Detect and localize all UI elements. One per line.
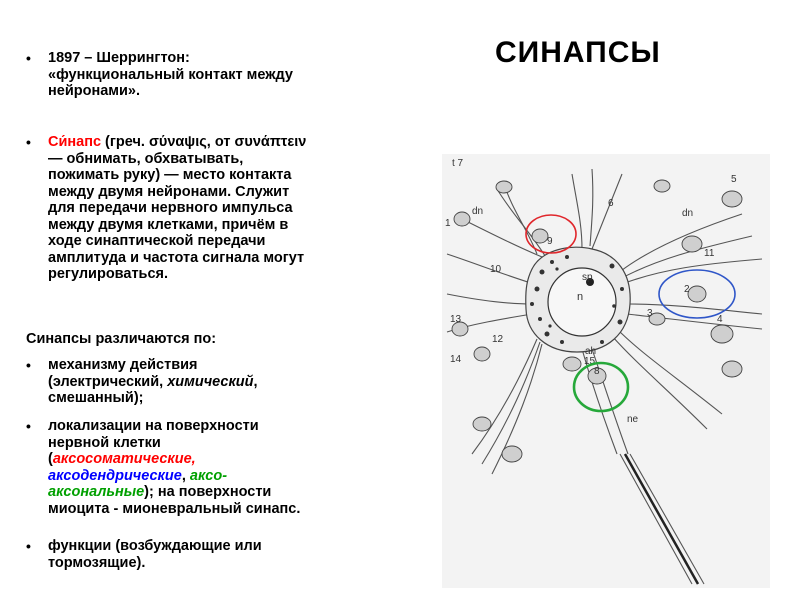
label-1: 1 — [445, 218, 451, 229]
bullet: • — [26, 50, 31, 66]
label-4: 4 — [717, 314, 723, 325]
label-5: 5 — [731, 174, 737, 185]
label-dn-left: dn — [472, 206, 484, 217]
definition-line: для передачи нервного импульса — [48, 200, 293, 216]
history-line-3: нейронами». — [48, 83, 141, 99]
bullet: • — [26, 357, 31, 373]
definition-line: между двумя клетками, причём в — [48, 216, 289, 233]
item-line: , — [253, 373, 258, 390]
definition-line: — обнимать, обхватывать, — [48, 150, 244, 167]
classification-item-function — [48, 538, 262, 571]
classification-heading: Синапсы различаются по: — [26, 331, 217, 347]
label-15: 15 — [584, 356, 596, 367]
definition-line: пожимать руку) — место контакта — [48, 167, 292, 183]
label-2: 2 — [684, 284, 690, 295]
history-line-2: «функциональный контакт между — [48, 66, 293, 83]
label-3: 3 — [647, 308, 653, 319]
label-nucleus: n — [577, 291, 584, 303]
label-13: 13 — [450, 314, 462, 325]
item-line: ( — [48, 451, 53, 467]
bullet: • — [26, 538, 31, 554]
item-line: , — [181, 467, 190, 484]
bullet: • — [26, 418, 31, 434]
item-line: нервной клетки — [48, 434, 161, 451]
definition-line: ходе синаптической передачи — [48, 233, 266, 249]
neuron-synapse-figure — [442, 154, 770, 588]
item-line: функции (возбуждающие или — [48, 538, 262, 554]
classification-item-localization — [48, 418, 300, 517]
item-line: механизму действия — [48, 357, 198, 373]
axosomatic-term: аксосоматические, — [52, 451, 196, 467]
label-12: 12 — [492, 334, 504, 345]
classification-item-mechanism — [48, 357, 258, 407]
definition-line: регулироваться. — [48, 266, 169, 282]
item-line: (электрический, — [48, 373, 168, 390]
definition-line: амплитуда и частота сигнала могут — [48, 249, 305, 266]
label-sp: sp — [582, 272, 593, 283]
label-ne: ne — [627, 414, 639, 425]
axoaxonal-term: аксо- — [189, 467, 228, 484]
definition-line: между двумя нейронами. Служит — [48, 183, 290, 200]
item-line: тормозящие). — [48, 554, 146, 571]
label-14: 14 — [450, 354, 462, 365]
history-line-1: 1897 – Шеррингтон: — [48, 50, 190, 66]
label-9: 9 — [547, 236, 553, 247]
bullet: • — [26, 134, 31, 150]
definition-paragraph — [48, 134, 306, 283]
item-line: локализации на поверхности — [48, 418, 259, 434]
item-line: миоцита - мионевральный синапс. — [48, 500, 301, 517]
chemical-italic: химический — [167, 373, 254, 390]
item-line: смешанный); — [48, 390, 144, 406]
label-t7: t 7 — [452, 158, 464, 169]
label-11: 11 — [704, 248, 715, 259]
neuron-diagram — [442, 154, 770, 588]
label-6: 6 — [608, 198, 614, 209]
axodendritic-term: аксодендрические — [48, 467, 182, 484]
axoaxonal-term: аксональные — [48, 484, 145, 500]
slide-title: СИНАПСЫ — [495, 36, 661, 69]
synapse-term: Си́напс — [48, 134, 102, 150]
label-dn-right: dn — [682, 208, 694, 219]
label-10: 10 — [490, 264, 502, 275]
history-paragraph — [48, 50, 293, 100]
item-line: ); на поверхности — [144, 484, 272, 500]
label-ah: ah — [585, 346, 597, 357]
definition-line: (греч. σύναψις, от συνάπτειν — [101, 134, 307, 150]
label-8: 8 — [594, 366, 600, 377]
